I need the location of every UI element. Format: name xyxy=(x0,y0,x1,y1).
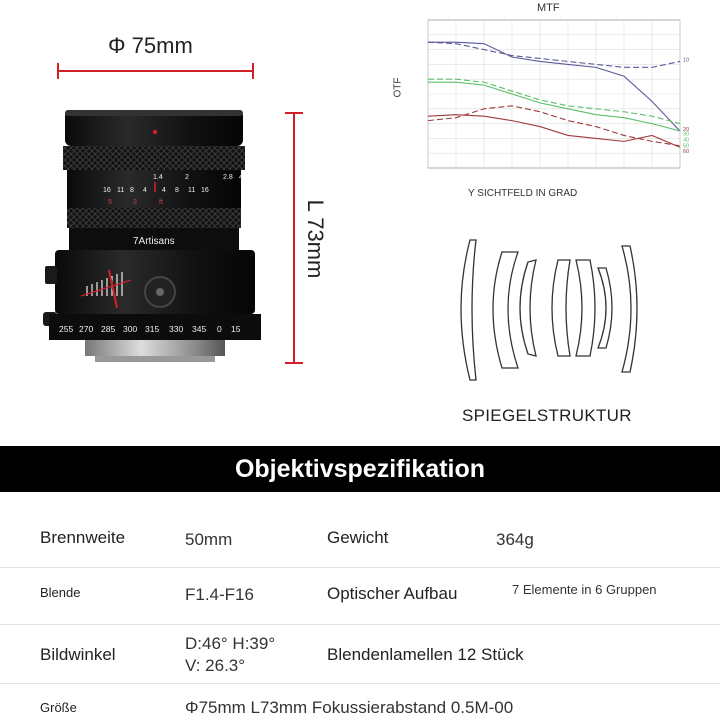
aperture-scale-label: 11 xyxy=(188,187,196,194)
side-lock-knob[interactable] xyxy=(45,266,57,284)
rotation-scale-label: 300 xyxy=(123,324,138,334)
distance-scale-label: 5 xyxy=(108,199,112,206)
brand-logo: 7Artisans xyxy=(133,236,175,247)
spec-label: Gewicht xyxy=(327,528,389,547)
lens-element xyxy=(622,246,637,372)
length-label: L 73mm xyxy=(303,199,328,279)
aperture-ring[interactable] xyxy=(67,208,241,228)
aperture-scale-label: 4 xyxy=(143,187,147,194)
structure-label: SPIEGELSTRUKTUR xyxy=(462,406,632,425)
spec-label: Brennweite xyxy=(40,528,126,547)
spec-value: 50mm xyxy=(185,530,233,549)
mtf-title: MTF xyxy=(537,2,560,14)
focus-scale-label: 2 xyxy=(185,174,189,181)
spec-value: 364g xyxy=(496,530,534,549)
mtf-legend-label: 30 xyxy=(683,131,690,138)
lens-element xyxy=(461,240,476,380)
distance-unit-label: ft xyxy=(159,199,163,206)
lens-element xyxy=(520,260,536,356)
aperture-scale-label: 8 xyxy=(175,187,179,194)
spec-label: Blendenlamellen 12 Stück xyxy=(327,645,524,664)
lens-photo xyxy=(35,100,265,365)
focus-scale-label: 4 xyxy=(239,174,243,181)
spec-value: V: 26.3° xyxy=(185,656,246,675)
rotation-scale-label: 255 xyxy=(59,324,74,334)
mtf-legend-label: 50 xyxy=(683,143,690,150)
focus-scale-label: 2.8 xyxy=(223,174,233,181)
aperture-scale-label: 4 xyxy=(162,187,166,194)
spec-label: Blende xyxy=(40,585,81,600)
mtf-xlabel: Y SICHTFELD IN GRAD xyxy=(468,188,578,199)
spec-value: D:46° H:39° xyxy=(185,634,276,653)
aperture-scale-label: 8 xyxy=(130,187,134,194)
mtf-legend-label: 20 xyxy=(683,127,690,134)
rotation-scale-label: 15 xyxy=(231,324,241,334)
focus-scale-label: 1.4 xyxy=(153,174,163,181)
mtf-legend-label: 10 xyxy=(683,57,690,64)
spec-value: F1.4-F16 xyxy=(185,585,254,604)
mtf-ylabel: OTF xyxy=(392,77,404,98)
rotation-scale-label: 0 xyxy=(217,324,222,334)
index-dot xyxy=(153,130,157,134)
mtf-legend-label: 40 xyxy=(683,137,690,144)
lens-element xyxy=(493,252,518,368)
spec-label: Bildwinkel xyxy=(40,645,116,664)
spec-value: 7 Elemente in 6 Gruppen xyxy=(512,582,657,597)
distance-scale-label: 3 xyxy=(133,199,137,206)
diameter-label: Φ 75mm xyxy=(108,33,193,58)
rotation-scale-label: 330 xyxy=(169,324,184,334)
rotation-scale-label: 345 xyxy=(192,324,207,334)
lens-element xyxy=(598,268,612,348)
spec-banner-title: Objektivspezifikation xyxy=(234,455,486,483)
rotation-scale-label: 315 xyxy=(145,324,160,334)
spec-label: Optischer Aufbau xyxy=(327,584,458,603)
aperture-scale-label: 16 xyxy=(201,187,209,194)
spec-label: Größe xyxy=(40,700,77,715)
mtf-chart xyxy=(410,14,690,179)
lens-mount xyxy=(85,340,225,356)
aperture-scale-label: 11 xyxy=(117,187,125,194)
focus-ring[interactable] xyxy=(63,146,245,170)
lens-element xyxy=(576,260,595,356)
rotation-scale-label: 270 xyxy=(79,324,94,334)
lens-element xyxy=(552,260,570,356)
rotation-scale-label: 285 xyxy=(101,324,116,334)
spec-value: Φ75mm L73mm Fokussierabstand 0.5M-00 xyxy=(185,698,514,717)
lens-structure-diagram xyxy=(440,230,650,390)
mtf-legend-label: 60 xyxy=(683,149,690,156)
aperture-scale-label: 16 xyxy=(103,187,111,194)
